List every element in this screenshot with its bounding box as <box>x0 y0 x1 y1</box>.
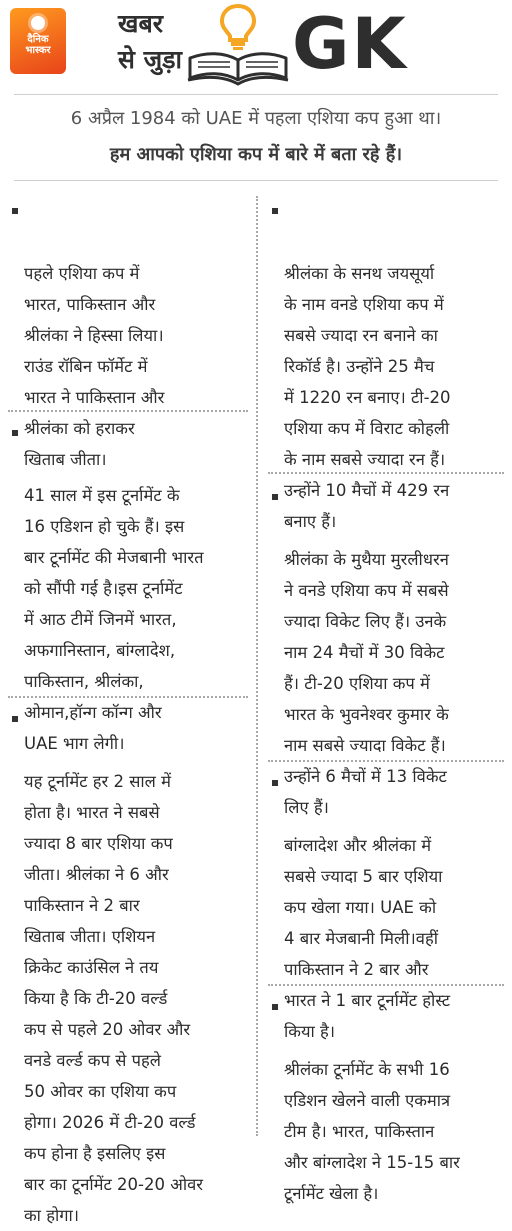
fact-item <box>268 992 504 1209</box>
gk-heading: GK <box>292 3 408 85</box>
lightbulb-icon <box>218 2 258 52</box>
header-title: खबर से जुड़ा <box>118 9 183 74</box>
bullet-icon <box>272 1004 278 1010</box>
fact-text: श्रीलंका के मुथैया मुरलीधरन ने वनडे एशिया कप में सबसे ज्यादा विकेट लिए हैं। उनके नाम 24 मैचों में 30 विकेट हैं। टी-20 एशिया कप में भारत के भुवनेश्वर कुमार के नाम सबसे ज्यादा विकेट हैं। उन्होंने 6 मैचों में 13 विकेट लिए हैं। <box>284 550 449 817</box>
bullet-icon <box>272 494 278 500</box>
intro-divider <box>14 180 498 181</box>
item-separator <box>268 472 504 474</box>
intro-line-2: हम आपको एशिया कप में बारे में बता रहे हैं। <box>109 144 403 165</box>
column-divider <box>256 196 258 1136</box>
fact-item <box>8 704 248 1231</box>
fact-text: बांग्लादेश और श्रीलंका में सबसे ज्यादा 5 बार एशिया कप खेला गया। UAE को 4 बार मेजबानी मिली।वहीं पाकिस्तान ने 2 बार और भारत ने 1 बार टूर्नामेंट होस्ट किया है। <box>284 836 451 1041</box>
header <box>0 0 512 92</box>
item-separator <box>8 410 248 412</box>
item-separator <box>268 984 504 986</box>
fact-text: पहले एशिया कप में भारत, पाकिस्तान और श्रीलंका ने हिस्सा लिया। राउंड रॉबिन फॉर्मेट में भारत ने पाकिस्तान और श्रीलंका को हराकर खिताब जीता। <box>24 264 165 469</box>
bullet-icon <box>12 430 18 436</box>
fact-text: श्रीलंका के सनथ जयसूर्या के नाम वनडे एशिया कप में सबसे ज्यादा रन बनाने का रिकॉर्ड है। उन्होंने 25 मैच में 1220 रन बनाए। टी-20 एशिया कप में विराट कोहली के नाम सबसे ज्यादा रन हैं। उन्होंने 10 मैचों में 429 रन बनाए हैं। <box>284 264 451 531</box>
sun-icon <box>31 16 45 30</box>
fact-text: यह टूर्नामेंट हर 2 साल में होता है। भारत ने सबसे ज्यादा 8 बार एशिया कप जीता। श्रीलंका ने 6 और पाकिस्तान ने 2 बार खिताब जीता। एशियन क्रिकेट काउंसिल ने तय किया है कि टी-20 वर्ल्ड कप से पहले 20 ओवर और वनडे वर्ल्ड कप से पहले 50 ओवर का एशिया कप होगा। 2026 में टी-20 वर्ल्ड कप होना है इसलिए इस बार का टूर्नामेंट 20-20 ओवर का होगा। <box>24 772 204 1225</box>
bullet-icon <box>12 208 18 214</box>
header-divider <box>14 94 498 95</box>
dainik-bhaskar-logo <box>10 8 66 74</box>
intro-line-1: 6 अप्रैल 1984 को UAE में पहला एशिया कप हुआ था। <box>70 108 442 129</box>
item-separator <box>268 760 504 762</box>
bullet-icon <box>272 780 278 786</box>
logo-text: दैनिक भास्कर <box>25 34 51 56</box>
open-book-icon <box>186 48 290 88</box>
item-separator <box>8 696 248 698</box>
bullet-icon <box>12 716 18 722</box>
fact-text: 41 साल में इस टूर्नामेंट के 16 एडिशन हो चुके हैं। इस बार टूर्नामेंट की मेजबानी भारत को सौंपी गई है।इस टूर्नामेंट में आठ टीमें जिनमें भारत, अफगानिस्तान, बांग्लादेश, पाकिस्तान, श्रीलंका, ओमान,हॉन्ग कॉन्ग और UAE भाग लेगी। <box>24 486 204 753</box>
fact-text: श्रीलंका टूर्नामेंट के सभी 16 एडिशन खेलने वाली एकमात्र टीम है। भारत, पाकिस्तान और बांग्लादेश ने 15-15 बार टूर्नामेंट खेला है। <box>284 1060 460 1203</box>
bullet-icon <box>272 208 278 214</box>
